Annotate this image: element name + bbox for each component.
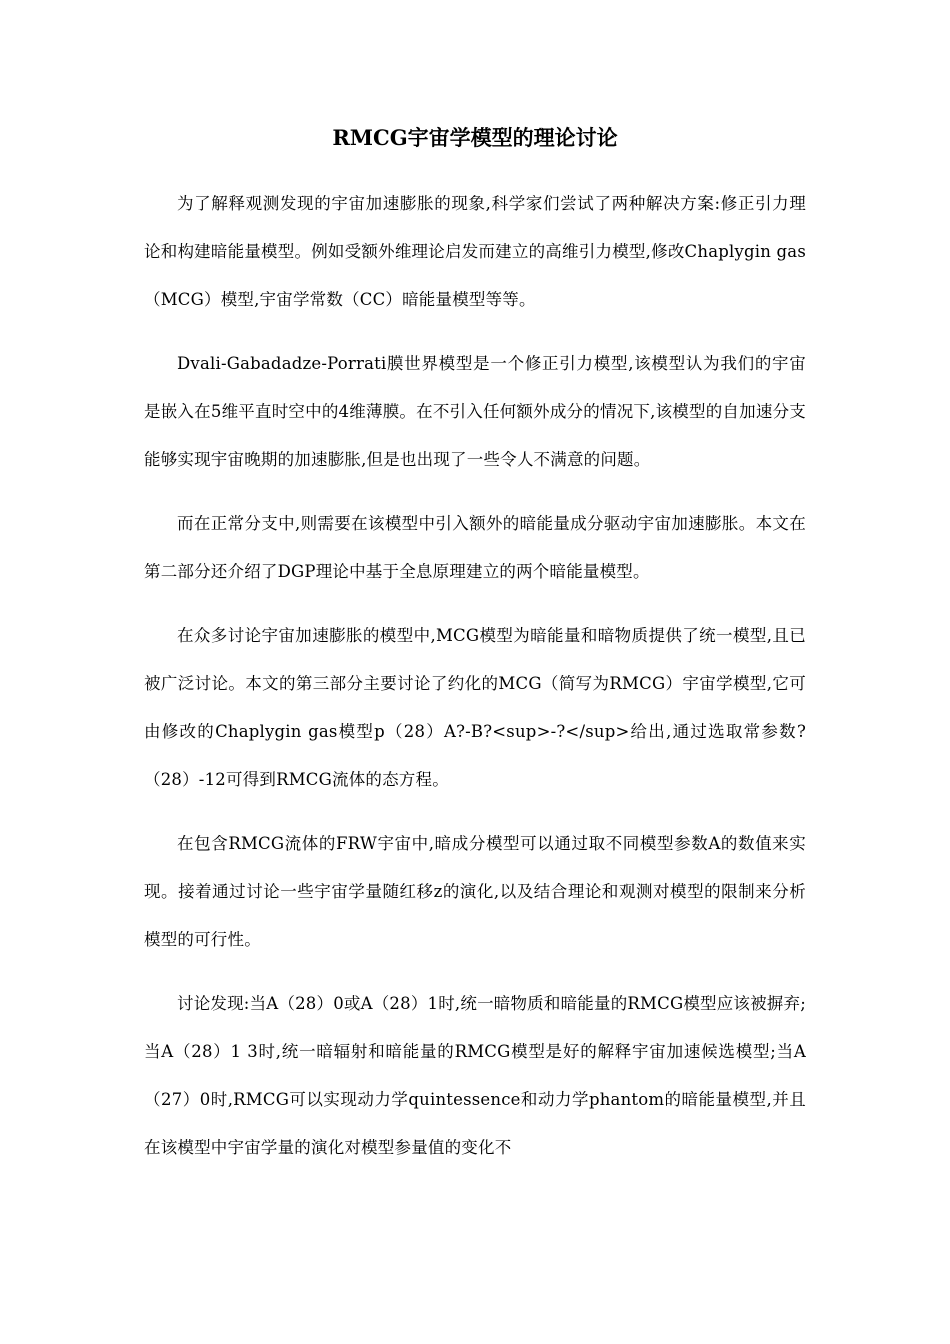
document-title: RMCG宇宙学模型的理论讨论: [332, 125, 618, 150]
paragraph-3: 而在正常分支中,则需要在该模型中引入额外的暗能量成分驱动宇宙加速膨胀。本文在第二部分还介绍了DGP理论中基于全息原理建立的两个暗能量模型。: [144, 514, 806, 581]
document-body: [144, 180, 806, 1188]
paragraph-6: 讨论发现:当A（28）0或A（28）1时,统一暗物质和暗能量的RMCG模型应该被摒弃;当A（28）1 3时,统一暗辐射和暗能量的RMCG模型是好的解释宇宙加速候选模型;当A（27）0时,RMCG可以实现动力学quintessence和动力学phantom的暗能量模型,并且在该模型中宇宙学量的演化对模型参量值的变化不: [144, 994, 806, 1157]
paragraph-1: 为了解释观测发现的宇宙加速膨胀的现象,科学家们尝试了两种解决方案:修正引力理论和构建暗能量模型。例如受额外维理论启发而建立的高维引力模型,修改Chaplygin gas（MCG）模型,宇宙学常数（CC）暗能量模型等等。: [144, 194, 806, 309]
paragraph-5: 在包含RMCG流体的FRW宇宙中,暗成分模型可以通过取不同模型参数A的数值来实现。接着通过讨论一些宇宙学量随红移z的演化,以及结合理论和观测对模型的限制来分析模型的可行性。: [144, 834, 806, 949]
paragraph-4: 在众多讨论宇宙加速膨胀的模型中,MCG模型为暗能量和暗物质提供了统一模型,且已被广泛讨论。本文的第三部分主要讨论了约化的MCG（简写为RMCG）宇宙学模型,它可由修改的Chaplygin gas模型p（28）A?-B?<sup>-?</sup>给出,通过选取常参数?（28）-12可得到RMCG流体的态方程。: [144, 626, 806, 789]
paragraph-2: Dvali-Gabadadze-Porrati膜世界模型是一个修正引力模型,该模型认为我们的宇宙是嵌入在5维平直时空中的4维薄膜。在不引入任何额外成分的情况下,该模型的自加速分支能够实现宇宙晚期的加速膨胀,但是也出现了一些令人不满意的问题。: [144, 354, 806, 469]
